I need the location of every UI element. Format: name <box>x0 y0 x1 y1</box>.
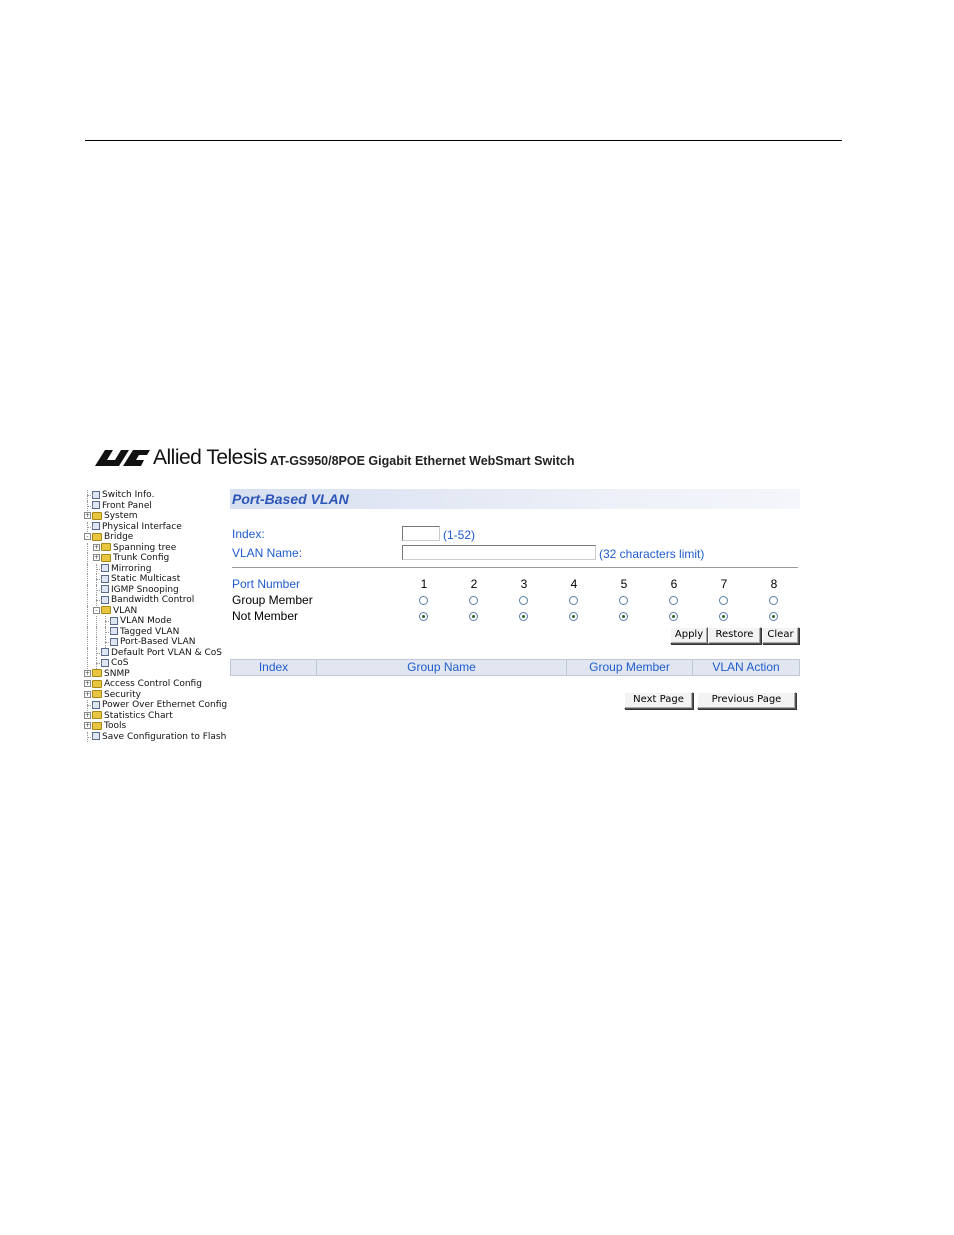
tree-guide-line <box>93 616 102 627</box>
folder-icon <box>92 680 102 688</box>
previous-page-button[interactable]: Previous Page <box>697 692 796 709</box>
clear-button[interactable]: Clear <box>762 627 799 644</box>
tree-guide-line <box>84 543 93 554</box>
tree-branch-line <box>84 700 92 711</box>
page-icon <box>101 564 109 572</box>
group-member-label: Group Member <box>232 593 313 607</box>
expand-icon[interactable]: + <box>85 512 91 519</box>
column-header-index: Index <box>231 660 317 675</box>
tree-guide-line <box>84 637 93 648</box>
tree-item-system[interactable] <box>84 511 224 522</box>
tree-item-label: Spanning tree <box>113 542 177 553</box>
tree-guide-line <box>93 627 102 638</box>
column-header-group-member: Group Member <box>567 660 693 675</box>
folder-icon <box>92 512 102 520</box>
tree-item-snmp[interactable] <box>84 669 224 680</box>
tree-item-label: Access Control Config <box>104 679 202 689</box>
tree-item-port-based-vlan[interactable] <box>84 637 224 648</box>
tree-item-spanning-tree[interactable] <box>84 543 224 554</box>
group-member-radio-port-4[interactable] <box>569 596 578 605</box>
page-icon <box>92 501 100 509</box>
tree-guide-line <box>84 595 93 606</box>
tree-branch-line <box>93 574 101 585</box>
folder-icon <box>92 669 102 677</box>
folder-icon <box>92 533 102 541</box>
folder-icon <box>101 543 111 551</box>
port-number-8: 8 <box>770 577 778 591</box>
tree-branch-line <box>93 648 101 659</box>
group-member-radio-port-6[interactable] <box>669 596 678 605</box>
tree-guide-line <box>84 574 93 585</box>
tree-branch-line <box>84 732 92 743</box>
port-based-vlan-panel <box>230 489 800 705</box>
brand-name: Allied Telesis <box>153 446 268 469</box>
group-member-radio-port-1[interactable] <box>419 596 428 605</box>
page-icon <box>92 491 100 499</box>
expand-icon[interactable]: + <box>85 711 91 719</box>
port-number-6: 6 <box>670 577 678 591</box>
tree-item-security[interactable] <box>84 690 224 701</box>
tree-item-label: Bridge <box>104 532 134 542</box>
not-member-radio-port-2[interactable] <box>469 612 478 621</box>
expand-icon[interactable]: + <box>94 543 100 551</box>
folder-icon <box>101 606 111 614</box>
page-icon <box>92 522 100 530</box>
collapse-icon[interactable]: - <box>93 607 100 614</box>
tree-branch-line <box>93 585 101 596</box>
tree-item-tagged-vlan[interactable] <box>84 627 224 638</box>
tree-item-label: Tagged VLAN <box>120 626 180 637</box>
tree-guide-line <box>93 637 102 648</box>
page-icon <box>110 617 118 625</box>
not-member-radio-port-7[interactable] <box>719 612 728 621</box>
page-icon <box>101 575 109 583</box>
vlan-name-label: VLAN Name: <box>232 546 303 560</box>
tree-branch-line <box>93 595 101 606</box>
port-number-4: 4 <box>570 577 578 591</box>
vlan-name-hint: (32 characters limit) <box>599 547 705 561</box>
nav-tree <box>84 490 228 742</box>
tree-item-label: CoS <box>111 658 129 668</box>
folder-icon <box>92 722 102 730</box>
tree-item-tools[interactable] <box>84 721 224 732</box>
tree-guide-line <box>84 606 93 617</box>
restore-button[interactable]: Restore <box>708 627 761 644</box>
tree-guide-line <box>84 658 93 669</box>
tree-item-mirroring[interactable] <box>84 564 224 575</box>
tree-branch-line <box>93 564 101 575</box>
tree-guide-line <box>84 648 93 659</box>
not-member-radio-port-5[interactable] <box>619 612 628 621</box>
page-icon <box>92 732 100 740</box>
tree-item-label: Default Port VLAN & CoS <box>111 647 222 658</box>
expand-icon[interactable]: + <box>85 690 91 698</box>
tree-item-label: Statistics Chart <box>104 710 173 721</box>
port-number-3: 3 <box>520 577 528 591</box>
tree-branch-line <box>84 522 92 533</box>
column-header-vlan-action: VLAN Action <box>712 660 780 674</box>
tree-item-label: Security <box>104 689 141 700</box>
tree-item-label: SNMP <box>104 668 130 679</box>
folder-icon <box>92 711 102 719</box>
page-icon <box>101 648 109 656</box>
tree-item-default-port-vlan-cos[interactable] <box>84 648 224 659</box>
tree-item-label: Mirroring <box>111 563 152 574</box>
apply-button[interactable]: Apply <box>670 627 708 644</box>
vlan-table-header <box>230 659 800 676</box>
tree-item-bridge[interactable] <box>84 532 224 543</box>
tree-guide-line <box>84 616 93 627</box>
tree-item-label: VLAN <box>113 605 138 616</box>
tree-branch-line <box>102 637 110 648</box>
tree-branch-line <box>84 501 92 512</box>
tree-item-label: Port-Based VLAN <box>120 637 196 647</box>
expand-icon[interactable]: + <box>94 554 100 561</box>
tree-item-label: VLAN Mode <box>120 616 172 626</box>
not-member-radio-port-1[interactable] <box>419 612 428 621</box>
expand-icon[interactable]: + <box>85 669 91 677</box>
model-title: AT-GS950/8POE Gigabit Ethernet WebSmart Switch <box>270 454 575 468</box>
tree-item-label: System <box>104 511 138 521</box>
tree-item-label: IGMP Snooping <box>111 584 179 595</box>
not-member-radio-port-4[interactable] <box>569 612 578 621</box>
page-icon <box>101 596 109 604</box>
page-icon <box>101 659 109 667</box>
page-icon <box>110 638 118 646</box>
tree-item-label: Bandwidth Control <box>111 595 195 605</box>
port-number-2: 2 <box>470 577 478 591</box>
app-header <box>95 446 695 476</box>
tree-item-switch-info[interactable] <box>84 490 224 501</box>
not-member-radio-port-8[interactable] <box>769 612 778 621</box>
tree-item-label: Static Multicast <box>111 574 181 584</box>
index-label: Index: <box>232 527 265 541</box>
not-member-radio-port-3[interactable] <box>519 612 528 621</box>
not-member-radio-port-6[interactable] <box>669 612 678 621</box>
tree-guide-line <box>84 564 93 575</box>
tree-item-statistics-chart[interactable] <box>84 711 224 722</box>
folder-icon <box>92 690 102 698</box>
index-range-hint: (1-52) <box>443 528 476 542</box>
tree-item-label: Trunk Config <box>113 553 170 563</box>
page-icon <box>92 701 100 709</box>
port-number-1: 1 <box>420 577 428 591</box>
port-number-5: 5 <box>620 577 628 591</box>
tree-item-save-configuration-to-flash[interactable] <box>84 731 227 743</box>
tree-guide-line <box>84 585 93 596</box>
not-member-label: Not Member <box>232 609 299 623</box>
collapse-icon[interactable]: - <box>84 533 91 540</box>
tree-item-power-over-ethernet-config[interactable] <box>84 700 228 711</box>
tree-branch-line <box>93 658 101 669</box>
expand-icon[interactable]: + <box>85 722 91 729</box>
expand-icon[interactable]: + <box>85 680 91 687</box>
page-icon <box>110 627 118 635</box>
top-rule <box>85 140 842 141</box>
tree-item-physical-interface[interactable] <box>84 522 224 533</box>
tree-item-vlan[interactable] <box>84 606 224 617</box>
group-member-radio-port-3[interactable] <box>519 596 528 605</box>
tree-branch-line <box>102 616 110 627</box>
group-member-radio-port-7[interactable] <box>719 596 728 605</box>
tree-guide-line <box>84 553 93 564</box>
tree-item-label: Power Over Ethernet Config <box>102 700 228 710</box>
port-number-7: 7 <box>720 577 728 591</box>
tree-item-igmp-snooping[interactable] <box>84 585 224 596</box>
group-member-radio-port-2[interactable] <box>469 596 478 605</box>
group-member-radio-port-8[interactable] <box>769 596 778 605</box>
tree-item-front-panel[interactable] <box>84 501 224 512</box>
vlan-name-input[interactable] <box>402 545 596 560</box>
index-input[interactable] <box>402 526 440 541</box>
divider <box>232 567 798 568</box>
tree-item-label: Tools <box>104 721 127 731</box>
group-member-radio-port-5[interactable] <box>619 596 628 605</box>
tree-item-access-control-config[interactable] <box>84 679 224 690</box>
allied-telesis-logo-icon <box>95 450 150 466</box>
tree-item-label: Front Panel <box>102 500 152 511</box>
tree-guide-line <box>84 627 93 638</box>
column-header-group-name: Group Name <box>317 660 567 675</box>
tree-item-cos[interactable] <box>84 658 224 669</box>
page-title: Port-Based VLAN <box>230 489 800 509</box>
page-icon <box>101 585 109 593</box>
tree-branch-line <box>84 490 92 501</box>
port-number-label: Port Number <box>232 577 301 591</box>
tree-item-vlan-mode[interactable] <box>84 616 224 627</box>
next-page-button[interactable]: Next Page <box>624 692 693 709</box>
folder-icon <box>101 554 111 562</box>
tree-item-label: Switch Info. <box>102 490 155 500</box>
tree-item-bandwidth-control[interactable] <box>84 595 224 606</box>
tree-item-label: Save Configuration to Flash <box>102 731 227 742</box>
tree-item-static-multicast[interactable] <box>84 574 224 585</box>
tree-item-label: Physical Interface <box>102 521 182 532</box>
tree-item-trunk-config[interactable] <box>84 553 224 564</box>
tree-branch-line <box>102 627 110 638</box>
